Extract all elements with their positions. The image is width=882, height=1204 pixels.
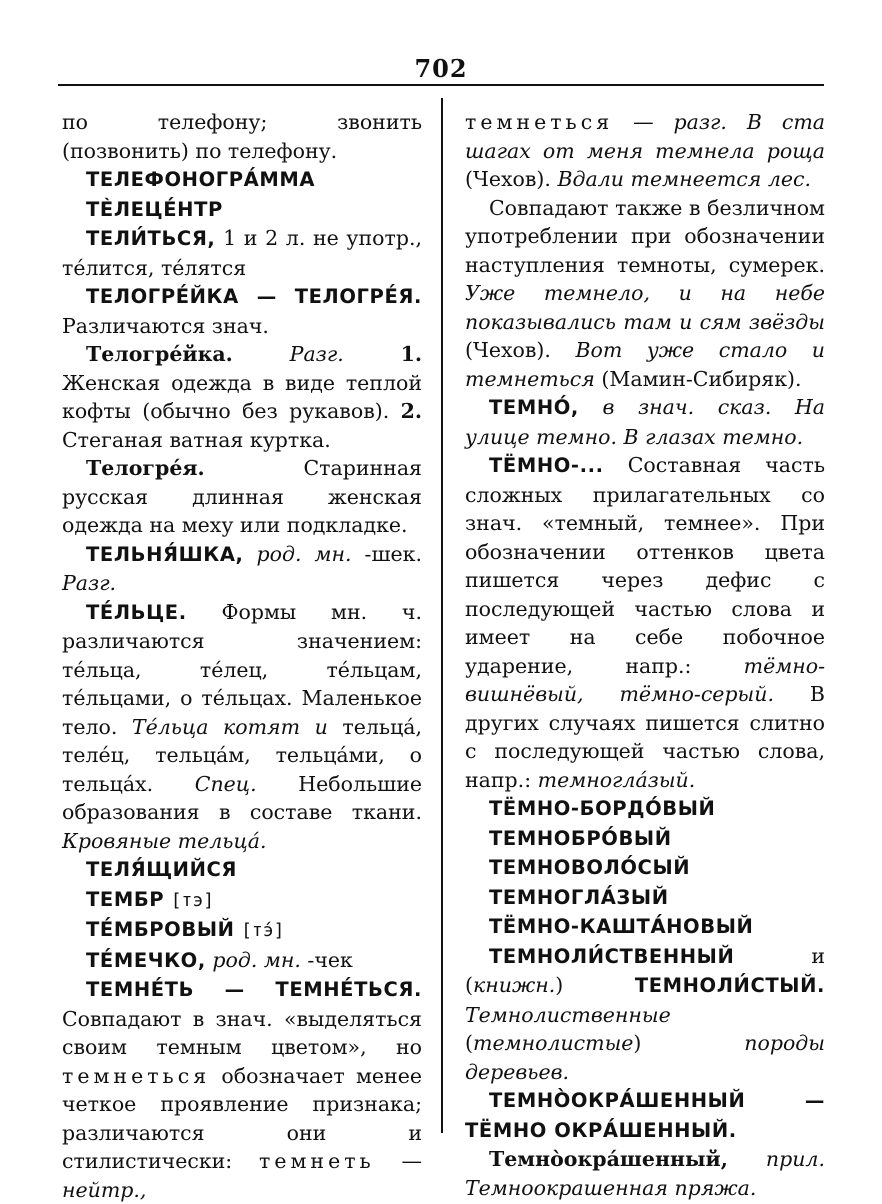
entry-text: Разг. [62,571,117,595]
entry-text: (Чехов). [465,338,576,362]
entry-text: нейтр., [62,1177,147,1202]
entry-text: Вот уже стало и темнеться [465,338,826,391]
entry-text: тельца́, теле́ц, тельца́м, тельца́ми, о тельца́х. [62,714,422,796]
entry-headword: ТЕМНО̀ОКРА́ШЕННЫЙ — ТЁМНО ОКРА́ШЕННЫЙ. [465,1089,825,1142]
entry-headword: ТЁМНО-КАШТА́НОВЫЙ [489,915,754,938]
entry-text: Совпадают также в безличном употреблении при обозначении наступления темноты, сумерек. [465,195,825,277]
entry-headword: ТЕЛЕФОНОГРА́ММА [86,168,316,191]
entry-text: Телогре́йка. [86,342,233,366]
dictionary-entry [465,1145,825,1202]
entry-text: род. мн. [212,947,301,972]
dictionary-entry [62,195,422,225]
entry-headword: ТЕ́МБРОВЫЙ [86,918,235,941]
entry-text: -чек [300,947,353,972]
entry-text: Формы мн. ч. различаются значением: те́льца, те́лец, те́льцам, те́льцами, о те́льцах. Маленькое тело. [62,599,422,739]
entry-headword: ТЕМНОВОЛО́СЫЙ [489,856,691,879]
entry-text: — [613,110,674,134]
entry-text: — [374,1149,422,1173]
dictionary-entry [465,883,825,913]
dictionary-entry [62,540,422,598]
entry-text: темнеться [62,1063,211,1088]
dictionary-entry [62,598,422,856]
entry-text: (Мамин-Сибиряк). [594,366,802,391]
entry-text: ) [633,1031,745,1055]
entry-headword: ТЕЛЬНЯ́ШКА, [86,542,244,566]
entry-text: в знач. сказ. На улице темно. В глазах темно. [465,395,825,449]
entry-text: прил. Темноокрашенная пряжа. [465,1147,825,1200]
entry-headword: ТЕМНЕ́ТЬ — ТЕМНЕ́ТЬСЯ. [86,978,422,1001]
dictionary-entry [465,451,825,794]
dictionary-entry [62,915,422,946]
entry-text: Различаются знач. [62,313,269,338]
page-number: 702 [414,54,468,83]
dictionary-entry [465,1086,825,1145]
entry-text: Составная часть сложных прилагательных со знач. «темный, темнее». При обозначении оттенков цвета пишется через дефис с последующей частью слова и имеет на себе побочное ударение, напр.: [465,453,825,678]
entry-text: 1. [400,342,422,366]
dictionary-entry [465,942,825,1087]
dictionary-entry [465,853,825,883]
dictionary-entry [62,282,422,340]
entry-headword: ТЁМНО-БОРДО́ВЫЙ [489,797,716,820]
entry-text: Стеганая ватная куртка. [62,427,331,452]
entry-text: разг. В ста шагах от меня темнела роща [465,110,825,163]
dictionary-entry [62,975,422,1204]
entry-headword: ТЕЛИ́ТЬСЯ, [86,227,216,250]
entry-text: по телефону; звонить (позвонить) по телефону. [62,110,422,163]
entry-text: Женская одежда в виде теплой кофты (обычно без рукавов). [62,370,422,423]
entry-text: тёмно-вишнёвый, тёмно-серый. [465,653,825,706]
left-column [62,108,422,1204]
entry-headword: ТЕМНОГЛА́ЗЫЙ [489,885,669,909]
dictionary-entry [62,946,422,976]
entry-headword: ТЕ́МЕЧКО, [86,948,206,972]
entry-text [344,342,401,366]
entry-text: [тэ́] [241,920,285,941]
entry-text: Темно̀окра́шенный, [489,1147,728,1171]
entry-text: Небольшие образования в составе ткани. [62,771,422,824]
entry-text: В других случаях пишется слитно с последующей частью слова, напр.: [465,682,825,792]
dictionary-entry [465,794,825,824]
entry-text: -шек. [351,541,422,566]
dictionary-entry [465,912,825,942]
entry-text: род. мн. [256,541,352,566]
dictionary-entry [62,224,422,282]
entry-headword: ТЕМНОБРО́ВЫЙ [489,826,672,850]
dictionary-entry [62,885,422,916]
entry-text [244,542,257,566]
dictionary-entry [62,108,422,165]
entry-text: (Чехов). [465,167,558,191]
entry-text: Кровяные тельца́. [62,828,267,853]
entry-text [728,1147,766,1171]
header-rule [58,84,824,86]
entry-headword: ТЕ́ЛЬЦЕ. [86,600,187,624]
entry-headword: ТЕМНОЛИ́СТВЕННЫЙ [489,944,735,968]
entry-text: Старинная русская длинная женская одежда на меху или подкладке. [62,456,422,537]
entry-text: темногла́зый. [537,767,696,792]
entry-headword: ТЕМНОЛИ́СТЫЙ. [634,974,825,997]
entry-text: ( [465,1031,473,1055]
entry-text: Уже темнело, и на небе показывались там и сям звёзды [465,281,825,334]
entry-text: Те́льца котят и [131,714,328,739]
entry-headword: ТЕМБР [86,887,165,911]
entry-text: Разг. [289,342,344,366]
entry-headword: ТЁМНО-... [489,454,604,477]
entry-text: ) [555,973,635,997]
entry-headword: ТЕЛОГРЕ́ЙКА — ТЕЛОГРЕ́Я. [86,285,422,308]
right-column [465,108,825,1202]
entry-text: 2. [400,399,422,423]
entry-headword: ТЀЛЕЦЕ́НТР [86,197,223,221]
dictionary-entry [465,108,825,194]
entry-text: породы деревьев. [465,1031,825,1084]
entry-text: темнеться [465,110,614,134]
entry-text: Спец. [194,771,257,796]
entry-text: темнолистые [473,1031,634,1055]
entry-text: Телогре́я. [86,456,205,480]
dictionary-entry [465,393,825,451]
entry-text: 1 и 2 л. не употр., те́лится, те́лятся [62,226,422,280]
entry-text: Вдали темнеется лес. [557,167,812,191]
entry-text: Совпадают в знач. «выделяться своим темным цветом», но [62,1006,422,1059]
dictionary-entry [465,194,825,394]
dictionary-entry [62,855,422,885]
dictionary-entry [62,454,422,540]
dictionary-entry [62,340,422,454]
entry-headword: ТЕЛЯ́ЩИЙСЯ [86,858,238,881]
entry-text: Темнолиственные [465,1002,671,1027]
dictionary-entry [465,824,825,854]
entry-text: [тэ] [170,889,215,911]
entry-text: и ( [465,943,825,997]
column-divider [441,98,443,1133]
entry-headword: ТЕМНО́, [489,396,579,419]
dictionary-entry [62,165,422,195]
entry-text [579,395,603,419]
entry-text: книжн. [473,973,556,997]
entry-text: обозначает менее четкое проявление признака; различаются они и стилистически: [62,1063,422,1173]
entry-text: темнеть [258,1149,375,1173]
entry-text [233,342,290,366]
